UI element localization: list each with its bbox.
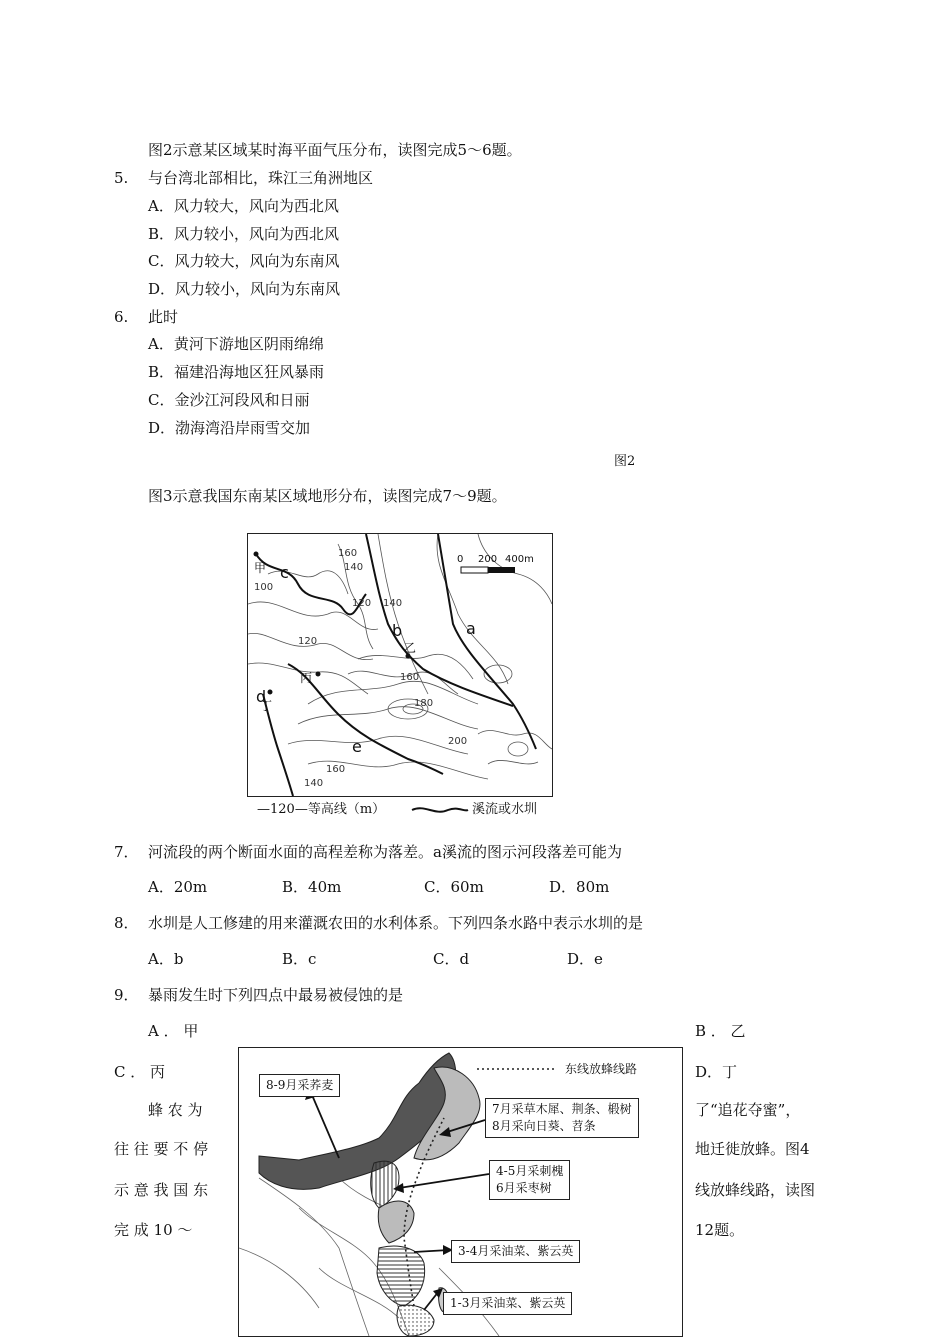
q5-option-b: B．风力较小，风向为西北风 [148, 225, 340, 243]
intro-fig3: 图3示意我国东南某区域地形分布，读图完成7～9题。 [148, 487, 507, 505]
label-july-august [485, 1098, 639, 1138]
label-april-june [489, 1160, 570, 1200]
label-july: 7月采草木犀、荆条、椴树 [492, 1102, 632, 1116]
q8-option-b: B．c [282, 950, 317, 968]
contour-label: 140 [304, 778, 324, 789]
q9-number: 9． [114, 986, 139, 1004]
wrap-left-4: 完 成 10 ～ [114, 1221, 193, 1239]
fig2-caption: 图2 [614, 454, 636, 469]
contour-label: 200 [448, 736, 468, 747]
contour-map-drawing [248, 534, 552, 796]
contour-label: 120 [352, 598, 372, 609]
q7-option-a: A．20m [148, 878, 208, 896]
place-jia: 甲 [254, 561, 267, 575]
label-april-may: 4-5月采刺槐 [496, 1164, 564, 1178]
label-june: 6月采枣树 [496, 1181, 552, 1195]
contour-label: 160 [326, 764, 346, 775]
q9-option-b: B ． 乙 [695, 1022, 746, 1040]
wrap-right-4: 12题。 [695, 1221, 745, 1239]
q8-option-a: A．b [148, 950, 184, 968]
contour-label: 160 [400, 672, 420, 683]
q6-number: 6. [114, 308, 129, 326]
label-march-april: 3-4月采油菜、紫云英 [451, 1240, 580, 1263]
label-buckwheat: 8-9月采荞麦 [259, 1074, 340, 1097]
fig4-legend: 东线放蜂线路 [565, 1062, 638, 1076]
q8-option-c: C．d [433, 950, 470, 968]
q8-stem: 水圳是人工修建的用来灌溉农田的水利体系。下列四条水路中表示水圳的是 [148, 914, 644, 932]
q7-stem: 河流段的两个断面水面的高程差称为落差。a溪流的图示河段落差可能为 [148, 843, 622, 861]
topographic-map [247, 533, 553, 797]
q5-number: 5. [114, 169, 129, 187]
stream-b: b [392, 621, 403, 640]
scale-mid: 200 [478, 554, 498, 565]
q5-option-a: A．风力较大，风向为西北风 [148, 197, 339, 215]
stream-a: a [466, 619, 476, 638]
place-ding: 丁 [260, 699, 273, 713]
legend-stream: 溪流或水圳 [472, 802, 538, 817]
q8-number: 8． [114, 914, 139, 932]
stream-e: e [352, 737, 362, 756]
legend-contour: —120—等高线（m） [257, 802, 386, 817]
q6-option-a: A．黄河下游地区阴雨绵绵 [148, 335, 324, 353]
contour-label: 140 [383, 598, 403, 609]
stream-d: d [256, 687, 267, 706]
q9-stem: 暴雨发生时下列四点中最易被侵蚀的是 [148, 986, 404, 1004]
wrap-left-3: 示 意 我 国 东 [114, 1181, 209, 1199]
q9-option-a: A ． 甲 [148, 1022, 199, 1040]
label-jan-march: 1-3月采油菜、紫云英 [443, 1292, 572, 1315]
scale-zero: 0 [457, 554, 464, 565]
q9-option-c: C ． 丙 [114, 1063, 166, 1081]
wrap-left-2: 往 往 要 不 停 [114, 1140, 209, 1158]
q7-option-d: D．80m [549, 878, 610, 896]
q6-option-b: B．福建沿海地区狂风暴雨 [148, 363, 325, 381]
contour-label: 160 [338, 548, 358, 559]
wrap-right-2: 地迁徙放蜂。图4 [695, 1140, 810, 1158]
q7-number: 7． [114, 843, 139, 861]
beekeeping-route-map [238, 1047, 683, 1337]
q5-option-c: C．风力较大，风向为东南风 [148, 252, 340, 270]
label-august: 8月采向日葵、苕条 [492, 1119, 596, 1133]
q6-stem: 此时 [148, 308, 179, 326]
wrap-right-1: 了“追花夺蜜”， [695, 1101, 801, 1119]
scale-end: 400m [505, 554, 534, 565]
place-yi: 乙 [404, 641, 417, 655]
place-bing: 丙 [300, 671, 313, 685]
stream-c: c [280, 563, 289, 582]
q7-option-c: C．60m [424, 878, 484, 896]
q5-option-d: D．风力较小，风向为东南风 [148, 280, 341, 298]
q6-option-d: D．渤海湾沿岸雨雪交加 [148, 419, 311, 437]
stream-legend-symbol [410, 802, 470, 818]
contour-label: 140 [344, 562, 364, 573]
wrap-left-1: 蜂 农 为 [148, 1101, 203, 1119]
q7-option-b: B．40m [282, 878, 342, 896]
q8-option-d: D．e [567, 950, 603, 968]
q9-option-d: D．丁 [695, 1063, 738, 1081]
contour-label: 100 [254, 582, 274, 593]
wrap-right-3: 线放蜂线路，读图 [695, 1181, 816, 1199]
q6-option-c: C．金沙江河段风和日丽 [148, 391, 310, 409]
contour-label: 180 [414, 698, 434, 709]
q5-stem: 与台湾北部相比，珠江三角洲地区 [148, 169, 374, 187]
intro-fig2: 图2示意某区域某时海平面气压分布，读图完成5～6题。 [148, 141, 522, 159]
contour-label: 120 [298, 636, 318, 647]
